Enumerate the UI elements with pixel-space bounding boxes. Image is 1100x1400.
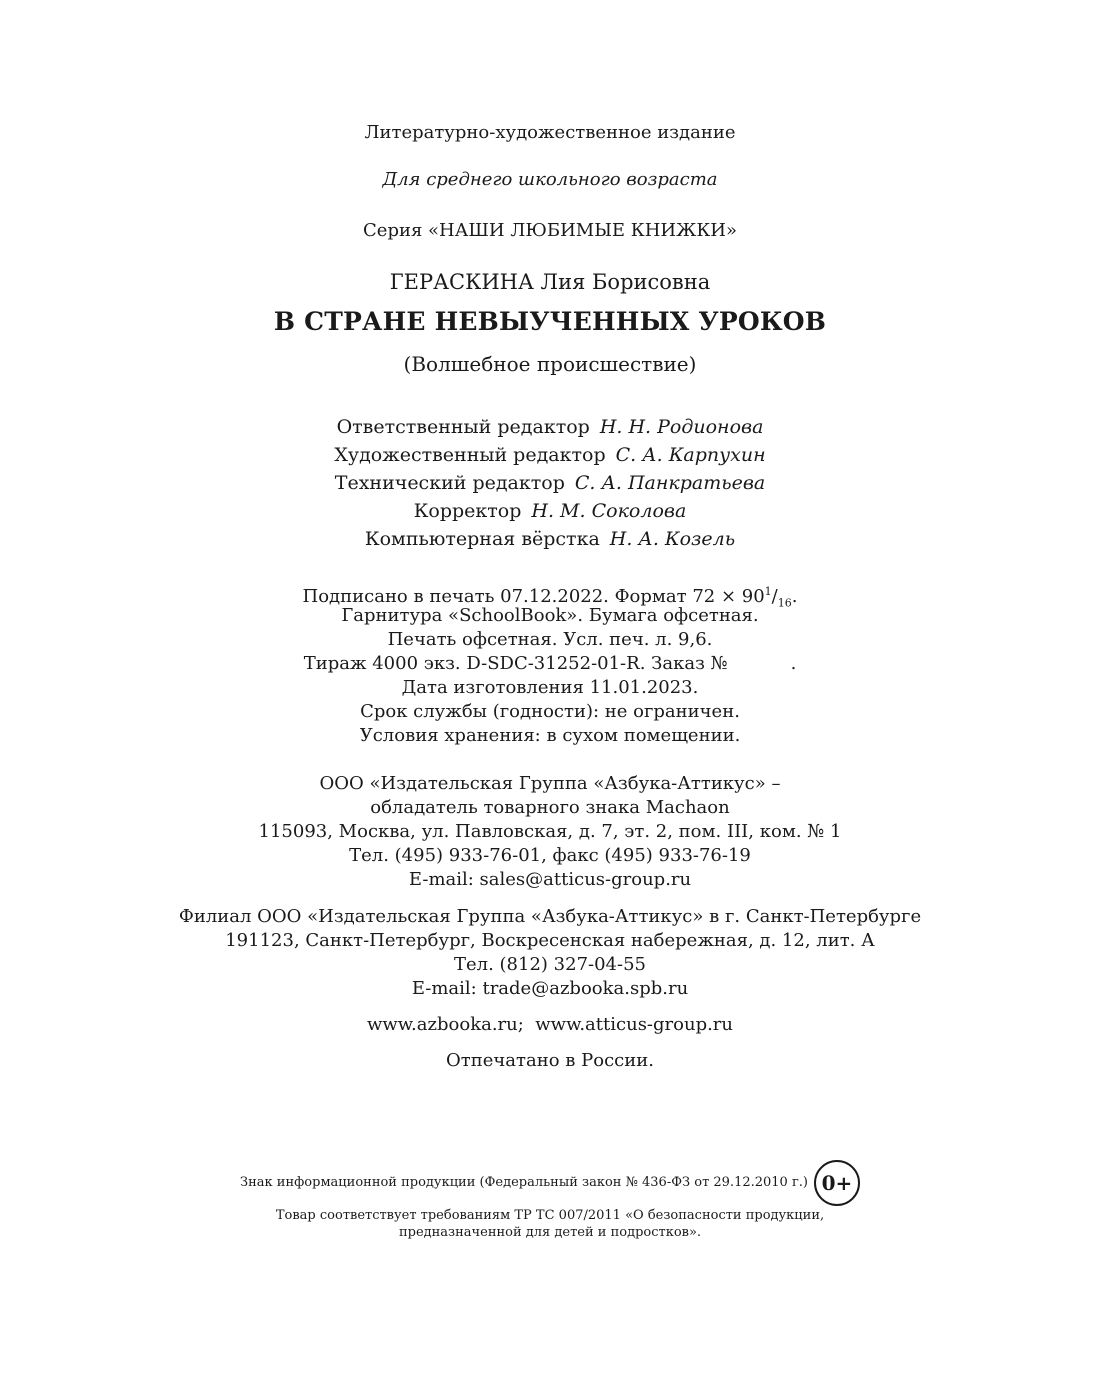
format-numerator: 1	[764, 585, 772, 598]
format-denominator: 16	[777, 596, 792, 610]
series-name: Серия «НАШИ ЛЮБИМЫЕ КНИЖКИ»	[363, 220, 737, 241]
credit-row	[0, 442, 1100, 468]
circulation-order: Тираж 4000 экз. D-SDC-31252-01-R. Заказ № .	[303, 653, 797, 674]
credit-role: Ответственный редактор	[336, 416, 590, 438]
credit-name: Н. Н. Родионова	[599, 416, 764, 438]
publisher-email: E-mail: sales@atticus-group.ru	[408, 869, 692, 890]
publisher-trademark: обладатель товарного знака Machaon	[370, 797, 730, 818]
printed-in: Отпечатано в России.	[446, 1050, 654, 1071]
credit-name: С. А. Карпухин	[615, 444, 766, 466]
shelf-life: Срок службы (годности): не ограничен.	[360, 701, 740, 722]
age-rating-badge: 0+	[814, 1160, 860, 1206]
credit-row	[0, 498, 1100, 524]
typeface-paper: Гарнитура «SchoolBook». Бумага офсетная.	[341, 605, 759, 626]
book-subtitle: (Волшебное происшествие)	[403, 352, 697, 376]
credit-role: Художественный редактор	[334, 444, 606, 466]
format-end: .	[791, 586, 798, 607]
credit-row	[0, 470, 1100, 496]
branch-address: 191123, Санкт-Петербург, Воскресенская набережная, д. 12, лит. А	[225, 930, 875, 951]
format-slash: /	[771, 586, 778, 607]
credit-role: Корректор	[413, 500, 522, 522]
storage-conditions: Условия хранения: в сухом помещении.	[359, 725, 741, 746]
edition-type: Литературно-художественное издание	[364, 122, 736, 143]
branch-email: E-mail: trade@azbooka.spb.ru	[411, 978, 689, 999]
credit-row	[0, 414, 1100, 440]
publisher-address: 115093, Москва, ул. Павловская, д. 7, эт. 2, пом. III, ком. № 1	[258, 821, 842, 842]
compliance-line-2: предназначенной для детей и подростков».	[398, 1225, 702, 1240]
credit-name: С. А. Панкратьева	[574, 472, 766, 494]
info-sign-text: Знак информационной продукции (Федеральный закон № 436-ФЗ от 29.12.2010 г.)	[240, 1175, 808, 1190]
branch-phone: Тел. (812) 327-04-55	[454, 954, 646, 975]
publisher-name: ООО «Издательская Группа «Азбука-Аттикус» –	[319, 773, 781, 794]
manufacture-date: Дата изготовления 11.01.2023.	[401, 677, 699, 698]
compliance-line-1: Товар соответствует требованиям ТР ТС 007/2011 «О безопасности продукции,	[275, 1208, 825, 1223]
info-sign-row	[0, 1160, 1100, 1206]
publisher-phone: Тел. (495) 933-76-01, факс (495) 933-76-19	[349, 845, 751, 866]
websites: www.azbooka.ru; www.atticus-group.ru	[366, 1014, 734, 1035]
credit-role: Компьютерная вёрстка	[364, 528, 600, 550]
signed-text: Подписано в печать 07.12.2022. Формат 72 × 90	[302, 586, 765, 607]
credit-name: Н. А. Козель	[609, 528, 736, 550]
book-title: В СТРАНЕ НЕВЫУЧЕННЫХ УРОКОВ	[273, 307, 827, 336]
credit-row	[0, 526, 1100, 552]
print-type: Печать офсетная. Усл. печ. л. 9,6.	[387, 629, 713, 650]
branch-name: Филиал ООО «Издательская Группа «Азбука-Аттикус» в г. Санкт-Петербурге	[178, 906, 922, 927]
credit-role: Технический редактор	[334, 472, 565, 494]
age-group: Для среднего школьного возраста	[382, 169, 718, 190]
credit-name: Н. М. Соколова	[531, 500, 687, 522]
book-author: ГЕРАСКИНА Лия Борисовна	[389, 270, 711, 294]
